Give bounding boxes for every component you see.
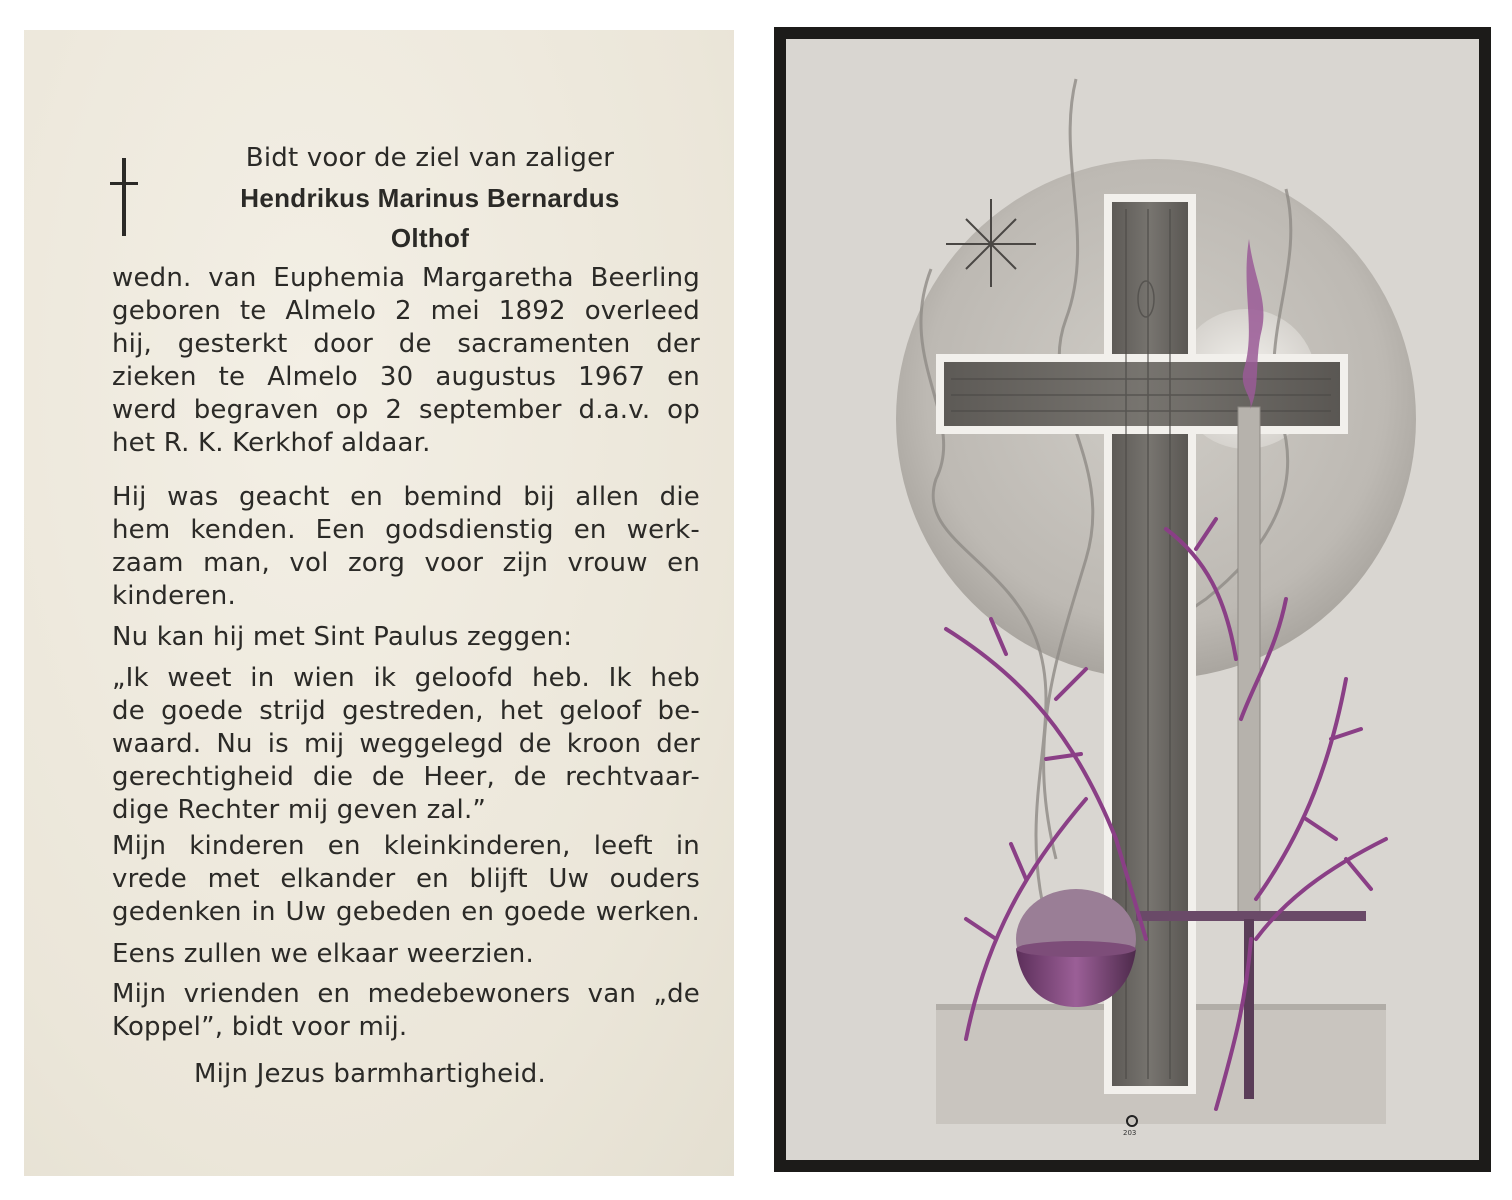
text-line: hem kenden. Een godsdienstig en werk-	[112, 515, 700, 545]
cross-candle-thorns-illustration	[786, 39, 1479, 1160]
quote-line: waard. Nu is mij weggelegd de kroon der	[112, 729, 700, 759]
text-line: wedn. van Euphemia Margaretha Beerling	[112, 263, 700, 293]
closing-prayer: Mijn Jezus barmhartigheid.	[194, 1059, 546, 1089]
text-line: gedenken in Uw gebeden en goede werken.	[112, 897, 700, 927]
text-line: kinderen.	[112, 581, 236, 611]
candle	[1238, 407, 1260, 912]
text-line: zieken te Almelo 30 augustus 1967 en	[112, 362, 700, 392]
text-line: Eens zullen we elkaar weerzien.	[112, 939, 534, 969]
quote-line: dige Rechter mij geven zal.”	[112, 795, 487, 825]
quote-line: gerechtigheid die de Heer, de rechtvaar-	[112, 762, 700, 792]
text-line: het R. K. Kerkhof aldaar.	[112, 428, 431, 458]
text-line: werd begraven op 2 september d.a.v. op	[112, 395, 700, 425]
text-line: Nu kan hij met Sint Paulus zeggen:	[112, 622, 573, 652]
quote-line: „Ik weet in wien ik geloofd heb. Ik heb	[112, 663, 700, 693]
text-line: geboren te Almelo 2 mei 1892 overleed	[112, 296, 700, 326]
cross-horizontal-beam	[944, 362, 1340, 426]
text-line: Mijn kinderen en kleinkinderen, leeft in	[112, 831, 700, 861]
text-line: Hij was geacht en bemind bij allen die	[112, 482, 700, 512]
prayer-intro: Bidt voor de ziel van zaliger	[245, 143, 615, 173]
illustration-svg	[786, 39, 1479, 1160]
text-line: vrede met elkander en blijft Uw ouders	[112, 864, 700, 894]
memorial-card-text-side	[24, 30, 734, 1176]
deceased-given-names: Hendrikus Marinus Bernardus	[240, 183, 620, 213]
text-line: zaam man, vol zorg voor zijn vrouw en	[112, 548, 700, 578]
deceased-surname: Olthof	[390, 223, 470, 253]
printer-mark-number: 203	[1123, 1129, 1137, 1137]
memorial-card-image-side	[774, 27, 1491, 1172]
text-line: hij, gesterkt door de sacramenten der	[112, 329, 700, 359]
quote-line: de goede strijd gestreden, het geloof be-	[112, 696, 700, 726]
latin-cross-icon	[110, 158, 138, 236]
text-line: Koppel”, bidt voor mij.	[112, 1012, 408, 1042]
text-line: Mijn vrienden en medebewoners van „de	[112, 979, 700, 1009]
